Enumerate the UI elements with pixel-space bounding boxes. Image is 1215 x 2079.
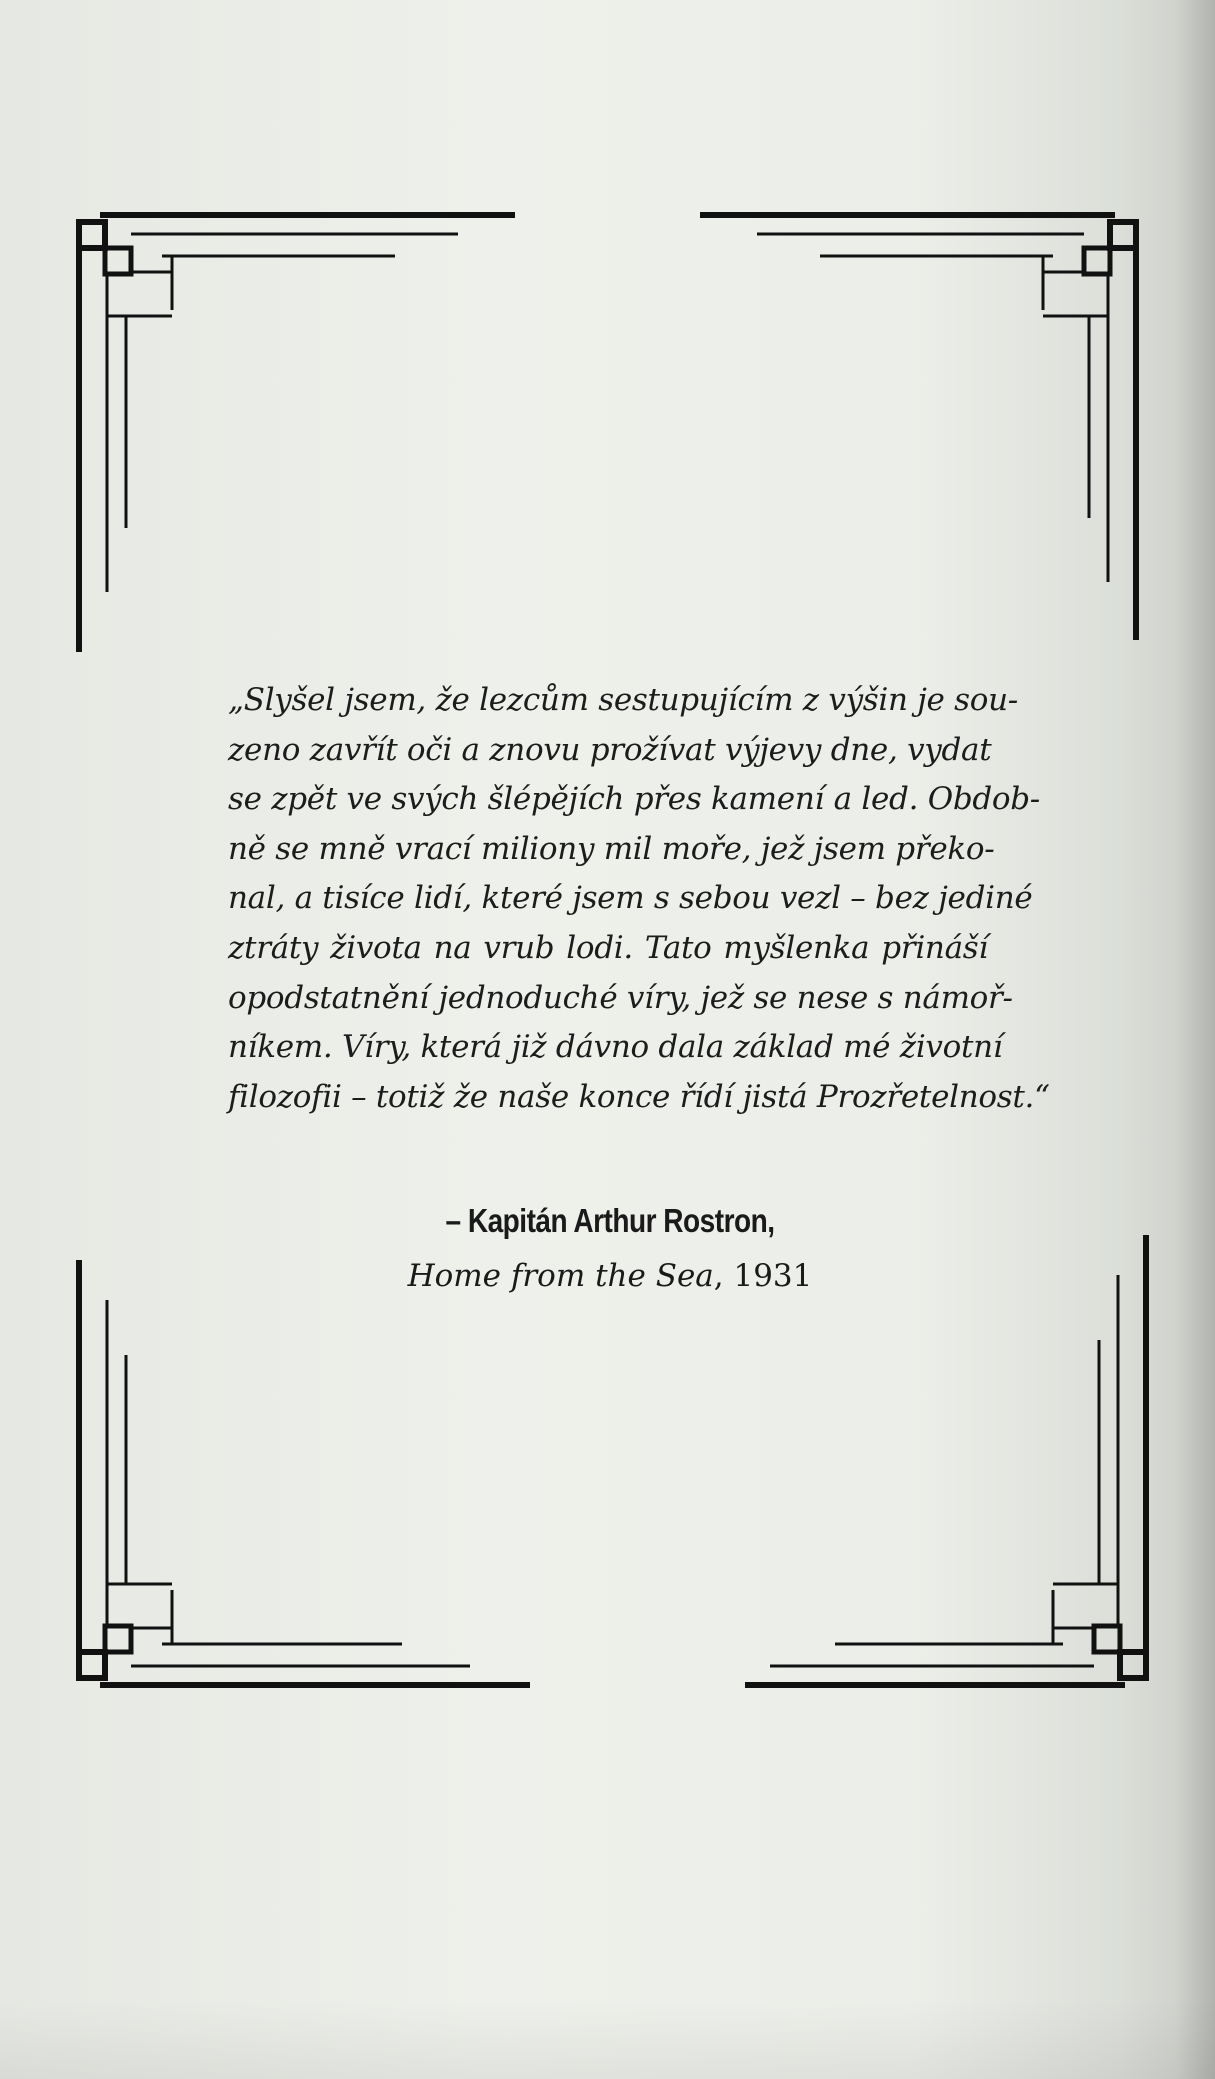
source-book-title: Home from the Sea	[407, 1258, 714, 1294]
quote-line: ztráty života na vrub lodi. Tato myšlenka přináší	[228, 929, 988, 966]
quote-line: níkem. Víry, která již dávno dala základ mé životní	[228, 1029, 1003, 1066]
quote-line: opodstatnění jednoduché víry, jež se nese s námoř-	[228, 979, 1013, 1016]
corner-ornament-top-left-icon	[0, 0, 560, 460]
corner-ornament-bottom-left-icon	[0, 1310, 560, 1770]
quote-line: zeno zavřít oči a znovu prožívat výjevy dne, vydat	[228, 731, 992, 768]
epigraph-quote	[228, 676, 1050, 1122]
quote-line: ně se mně vrací miliony mil moře, jež jsem překo-	[228, 830, 995, 867]
corner-ornament-top-right-icon	[655, 0, 1215, 460]
quote-line: se zpět ve svých šlépějích přes kamení a led. Obdob-	[228, 781, 1040, 818]
quote-author: – Kapitán Arthur Rostron,	[445, 1202, 775, 1239]
quote-line: „Slyšel jsem, že lezcům sestupujícím z výšin je sou-	[228, 682, 1018, 718]
corner-ornament-bottom-right-icon	[655, 1310, 1215, 1770]
page-bottom-shade	[0, 1999, 1215, 2079]
quote-line: filozofii – totiž že naše konce řídí jistá Prozřetelnost.“	[228, 1078, 1050, 1115]
source-year: , 1931	[713, 1258, 813, 1294]
quote-source	[360, 1258, 860, 1294]
quote-line: nal, a tisíce lidí, které jsem s sebou vezl – bez jediné	[228, 880, 1033, 917]
